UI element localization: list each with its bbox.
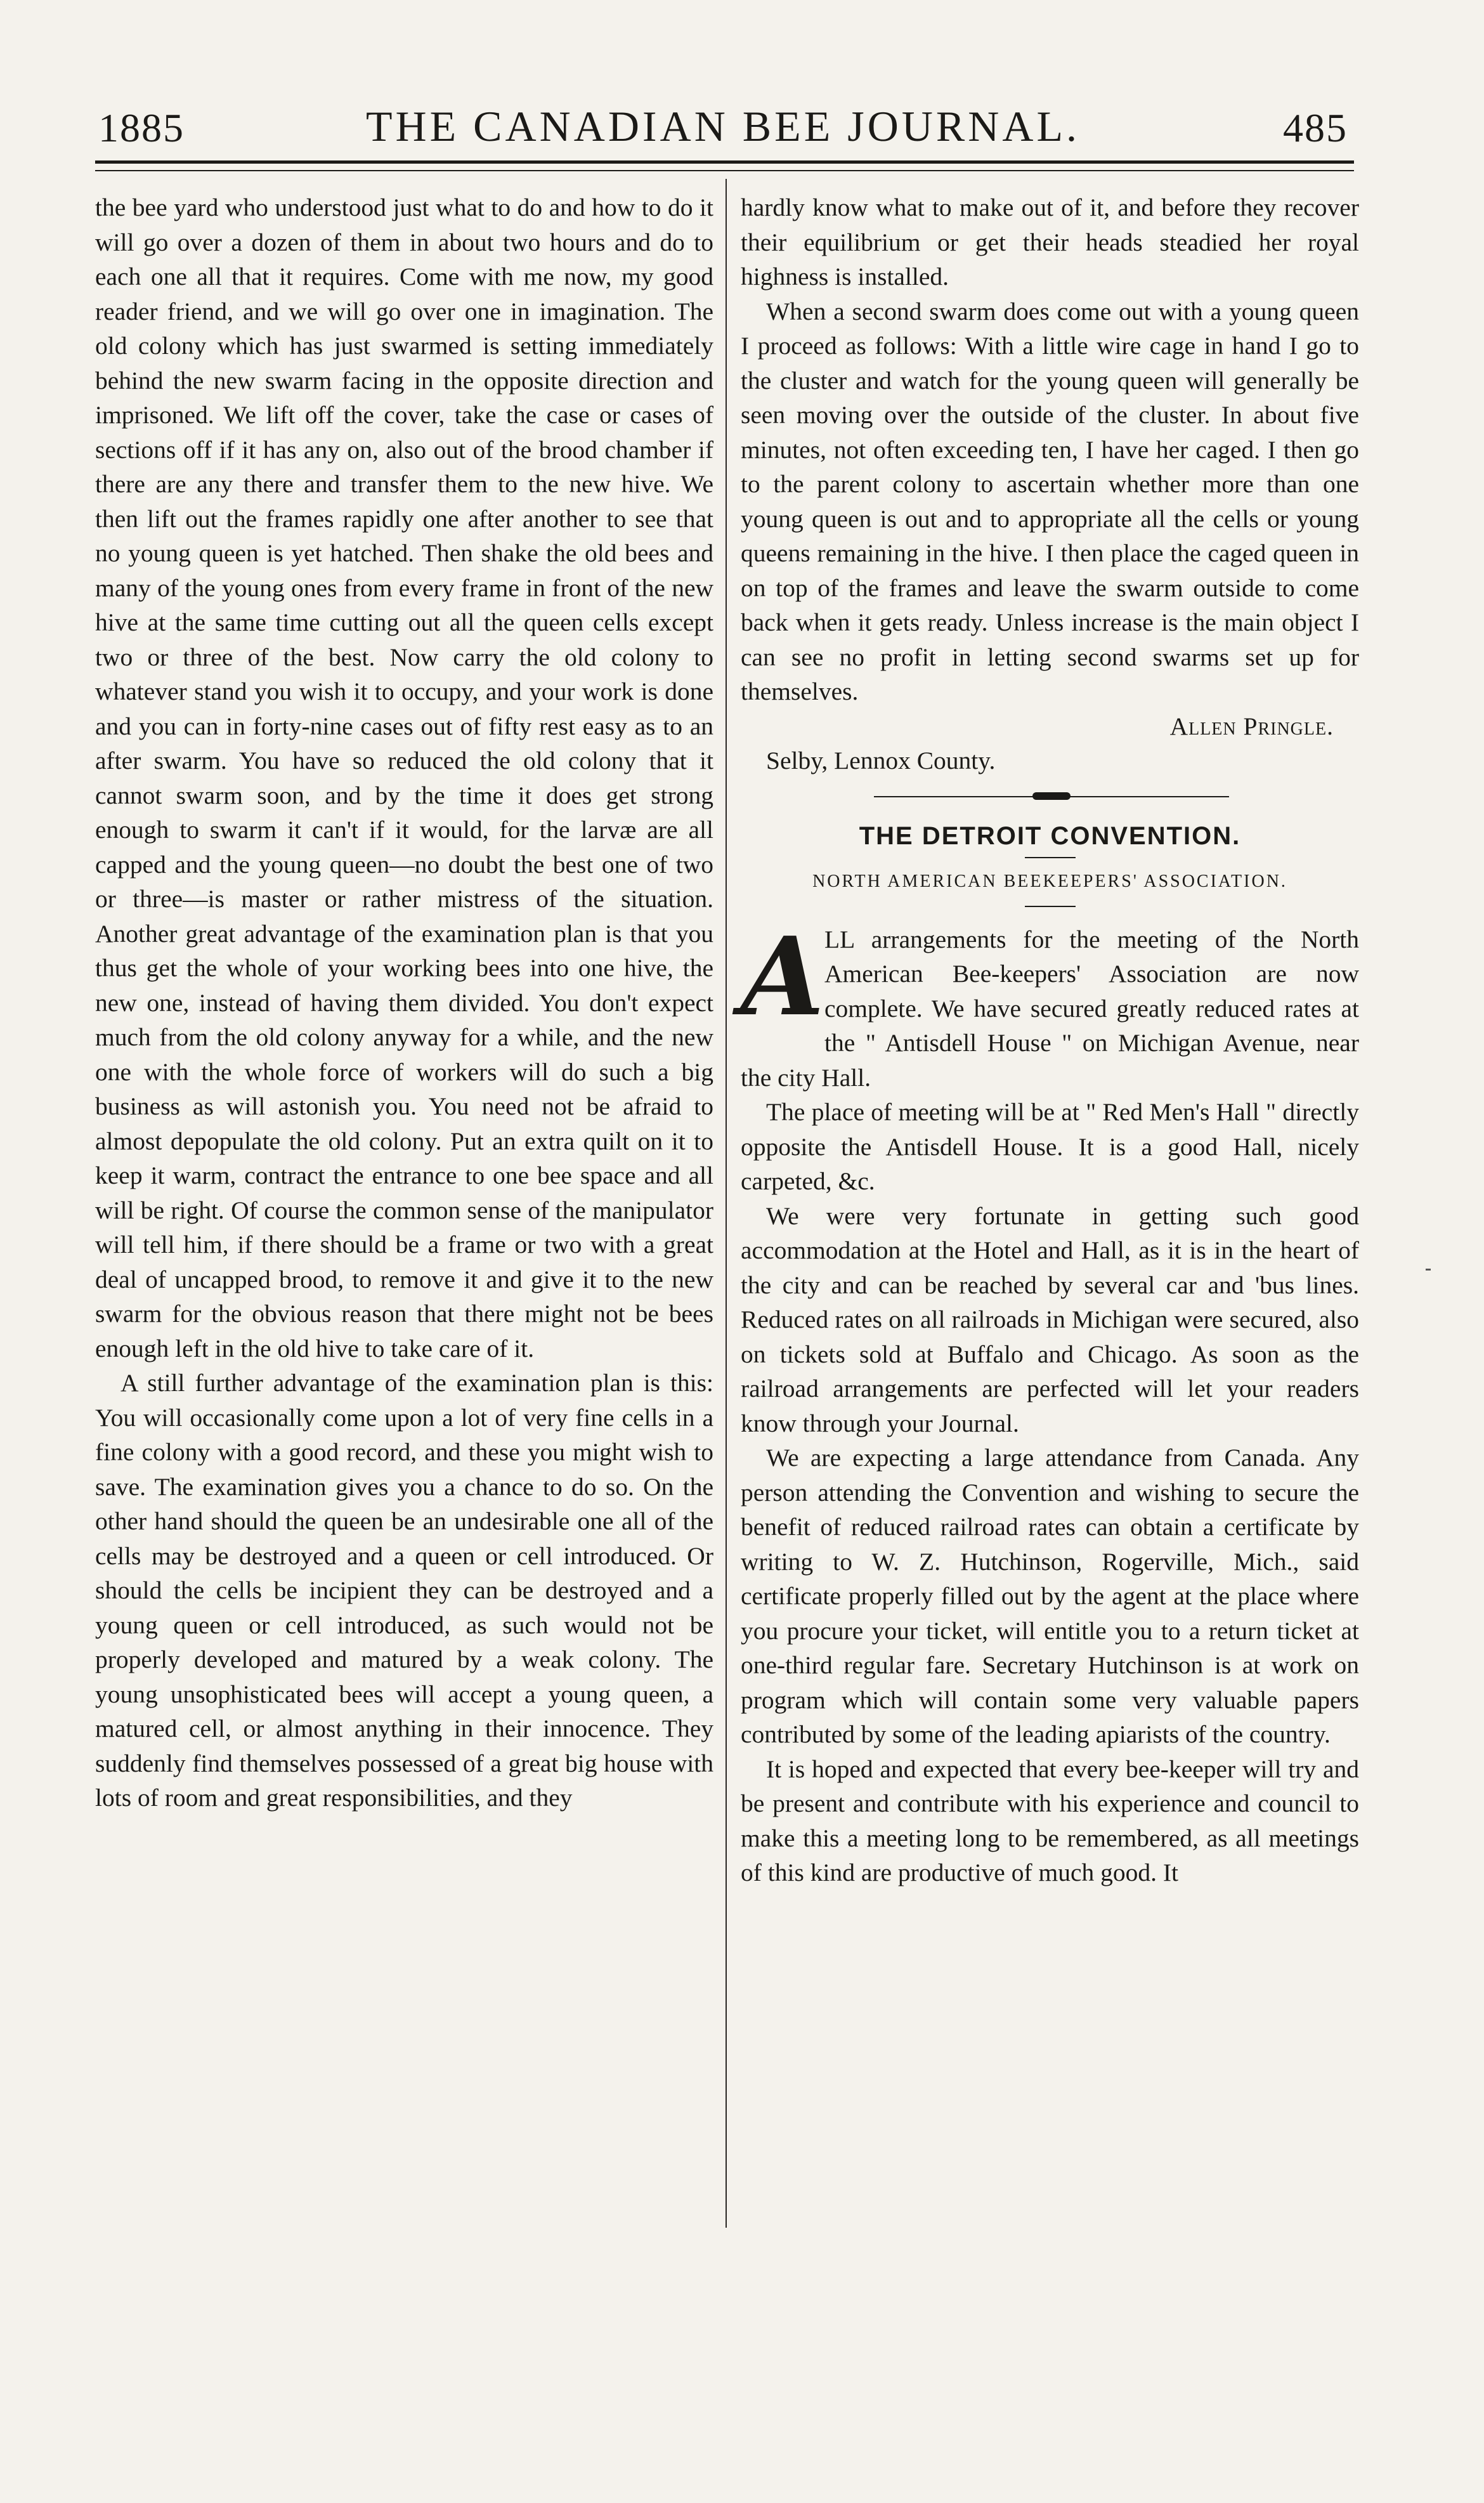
header-year: 1885 xyxy=(98,105,185,150)
drop-cap-letter: A xyxy=(741,913,824,1040)
left-paragraph-1: the bee yard who understood just what to do and how to do it will go over a dozen of them in about two hours and do to each one all that it requires. Come with me now, my good reader friend, and we will go over one in imagination. The old colony which has just swarmed is setting immediately behind the new swarm facing in the opposite direction and imprisoned. We lift off the cover, take the case or cases of sections off if it has any on, also out of the brood chamber if there are any there and transfer them to the new hive. We then lift out the frames rapidly one after another to see that no young queen is yet hatched. Then shake the old bees and many of the young ones from every frame in front of the new hive at the same time cutting out all the queen cells except two or three of the best. Now carry the old colony to whatever stand you wish it to occupy, and your work is done and you can in forty-nine cases out of fifty rest easy as to an after swarm. You have so reduced the old colony that it cannot swarm soon, and by the time it does get strong enough to swarm it can't if it would, for the larvæ are all capped and the young queen—no doubt the best one of two or three—is master or rather mistress of the situation. Another great advantage of the examination plan is that you thus get the whole of your working bees into one hive, the new one, instead of having them divided. You don't expect much from the old colony anyway for a while, and the new one with the whole force of workers will do such a big business as will astonish you. You need not be afraid to almost depopulate the old colony. Put an extra quilt on it to keep it warm, contract the entrance to one bee space and all will be right. Of course the common sense of the manipulator will tell him, if there should be a frame or two with a great deal of uncapped brood, to remove it and give it to the new swarm for the obvious reason that there might not be bees enough left in the old hive to take care of it. xyxy=(95,193,713,1363)
subtitle-rule xyxy=(1025,906,1076,907)
article-paragraph-4: We are expecting a large attendance from Canada. Any person attending the Convention and wishing to secure the benefit of reduced railroad rates can obtain a certificate by writing to W. Z. Hutchinson, Rogerville, Mich., said certificate properly filled out by the agent at the place where you procure your ticket, will entitle you to a return ticket at one-third regular fare. Secretary Hutchinson is at work on program which will contain some very valuable papers contributed by some of the leading apiarists of the country. xyxy=(741,1444,1359,1748)
header-rule-thin xyxy=(95,170,1354,171)
article-paragraph-1 xyxy=(741,913,1359,1095)
right-paragraph-2: When a second swarm does come out with a young queen I proceed as follows: With a little wire cage in hand I go to the cluster and watch for the young queen will generally be seen moving over the outside of the cluster. In about five minutes, not often exceeding ten, I have her caged. I then go to the parent colony to ascertain whether more than one young queen is out and to appropriate all the cells or young queens remaining in the hive. I then place the caged queen in on top of the frames and leave the swarm outside to come back when it gets ready. Unless increase is the main object I can see no profit in letting second swarms set up for themselves. xyxy=(741,297,1359,705)
author-signature: Allen Pringle. xyxy=(1169,712,1334,740)
author-place: Selby, Lennox County. xyxy=(766,747,996,774)
right-column xyxy=(741,190,1359,1890)
article-paragraph-3: We were very fortunate in getting such good accommodation at the Hotel and Hall, as it is in the heart of the city and can be reached by several car and 'bus lines. Reduced rates on all railroads in Michigan were secured, also on tickets sold at Buffalo and Chicago. As soon as the railroad arrangements are perfected will let your readers know through your Journal. xyxy=(741,1201,1359,1437)
page-number: 485 xyxy=(1283,105,1348,150)
left-column xyxy=(95,190,713,1815)
article-divider xyxy=(741,778,1359,816)
header-rule-thick xyxy=(95,160,1354,164)
section-title: THE DETROIT CONVENTION. xyxy=(859,821,1241,850)
journal-title: THE CANADIAN BEE JOURNAL. xyxy=(365,102,1081,150)
section-subtitle: NORTH AMERICAN BEEKEEPERS' ASSOCIATION. xyxy=(812,872,1287,891)
right-paragraph-1: hardly know what to make out of it, and before they recover their equilibrium or get their heads steadied her royal highness is installed. xyxy=(741,193,1359,291)
left-paragraph-2: A still further advantage of the examination plan is this: You will occasionally come upon a lot of very fine cells in a fine colony with a good record, and these you might wish to save. The examination gives you a chance to do so. On the other hand should the queen be an undesirable one all of the cells may be destroyed and a queen or cell introduced. Or should the cells be incipient they can be destroyed and a young queen or cell introduced, as such would not be properly developed and matured by a weak colony. The young unsophisticated bees will accept a young queen, a matured cell, or almost anything in their innocence. They suddenly find themselves possessed of a great big house with lots of room and great responsibilities, and they xyxy=(95,1369,713,1812)
article-paragraph-2: The place of meeting will be at " Red Men's Hall " directly opposite the Antisdell House. It is a good Hall, nicely carpeted, &c. xyxy=(741,1098,1359,1195)
page-header xyxy=(89,89,1357,159)
article-paragraph-1-text: LL arrangements for the meeting of the North American Bee-keepers' Association are now complete. We have secured greatly reduced rates at the " Antisdell House " on Michigan Avenue, near the city Hall. xyxy=(741,925,1359,1092)
column-divider xyxy=(726,179,727,2228)
divider-ornament xyxy=(1032,792,1071,800)
title-underline xyxy=(1025,857,1076,858)
article-paragraph-5: It is hoped and expected that every bee-keeper will try and be present and contribute with his experience and council to make this a meeting long to be remembered, as all meetings of this kind are productive of much good. It xyxy=(741,1755,1359,1886)
margin-mark xyxy=(1426,1269,1431,1271)
